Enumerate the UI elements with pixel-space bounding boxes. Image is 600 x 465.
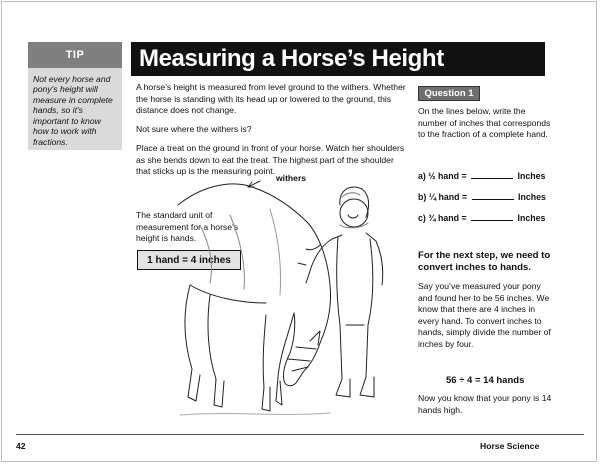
fraction-three-quarter-line (418, 212, 545, 223)
paragraph-intro: A horse’s height is measured from level ground to the withers. Whether the horse is standing with its head up or lowered to the ground, this distance does not change. (136, 82, 406, 116)
division-equation: 56 ÷ 4 = 14 hands (446, 375, 525, 386)
paragraph-standard-unit: The standard unit of measurement for a horse’s height is hands. (136, 210, 239, 244)
conversion-paragraph: Say you’ve measured your pony and found her to be 56 inches. We know that there are 4 inches in every hand. To convert inches to hands, simply divide the number of inches by four. (418, 281, 551, 349)
page-number: 42 (16, 441, 26, 451)
withers-label: withers (276, 173, 307, 183)
hand-conversion-box: 1 hand = 4 inches (137, 250, 241, 270)
footer-divider (16, 434, 584, 435)
paragraph-treat-instructions: Place a treat on the ground in front of your horse. Watch her shoulders as she bends down to eat the treat. The highest part of the shoulder that sticks up is the measuring point. (136, 143, 405, 177)
fraction-three-quarter-blank[interactable] (471, 212, 513, 221)
fraction-quarter-blank[interactable] (472, 191, 514, 200)
fraction-quarter-line (418, 191, 546, 202)
fraction-three-quarter-label: c) ¾ hand = (418, 213, 467, 223)
tip-header: TIP (28, 42, 122, 68)
fraction-half-label: a) ½ hand = (418, 171, 467, 181)
fraction-half-blank[interactable] (471, 170, 513, 179)
fraction-quarter-label: b) ¼ hand = (418, 192, 468, 202)
fraction-three-quarter-unit: Inches (517, 213, 546, 223)
tip-text: Not every horse and pony's height will measure in complete hands, so it's important to know how to work with fractions. (28, 68, 122, 150)
question-badge: Question 1 (418, 86, 480, 101)
next-step-heading: For the next step, we need to convert inches to hands. (418, 250, 551, 274)
conclusion-paragraph: Now you know that your pony is 14 hands high. (418, 393, 552, 415)
fraction-half-unit: Inches (517, 171, 546, 181)
question-instruction: On the lines below, write the number of inches that corresponds to the fraction of a complete hand. (418, 106, 551, 140)
book-title: Horse Science (480, 441, 540, 451)
fraction-half-line (418, 170, 545, 181)
page-title: Measuring a Horse’s Height (131, 42, 545, 76)
paragraph-withers-question: Not sure where the withers is? (136, 124, 252, 134)
fraction-quarter-unit: Inches (518, 192, 546, 202)
horse-and-girl-illustration (170, 165, 420, 427)
